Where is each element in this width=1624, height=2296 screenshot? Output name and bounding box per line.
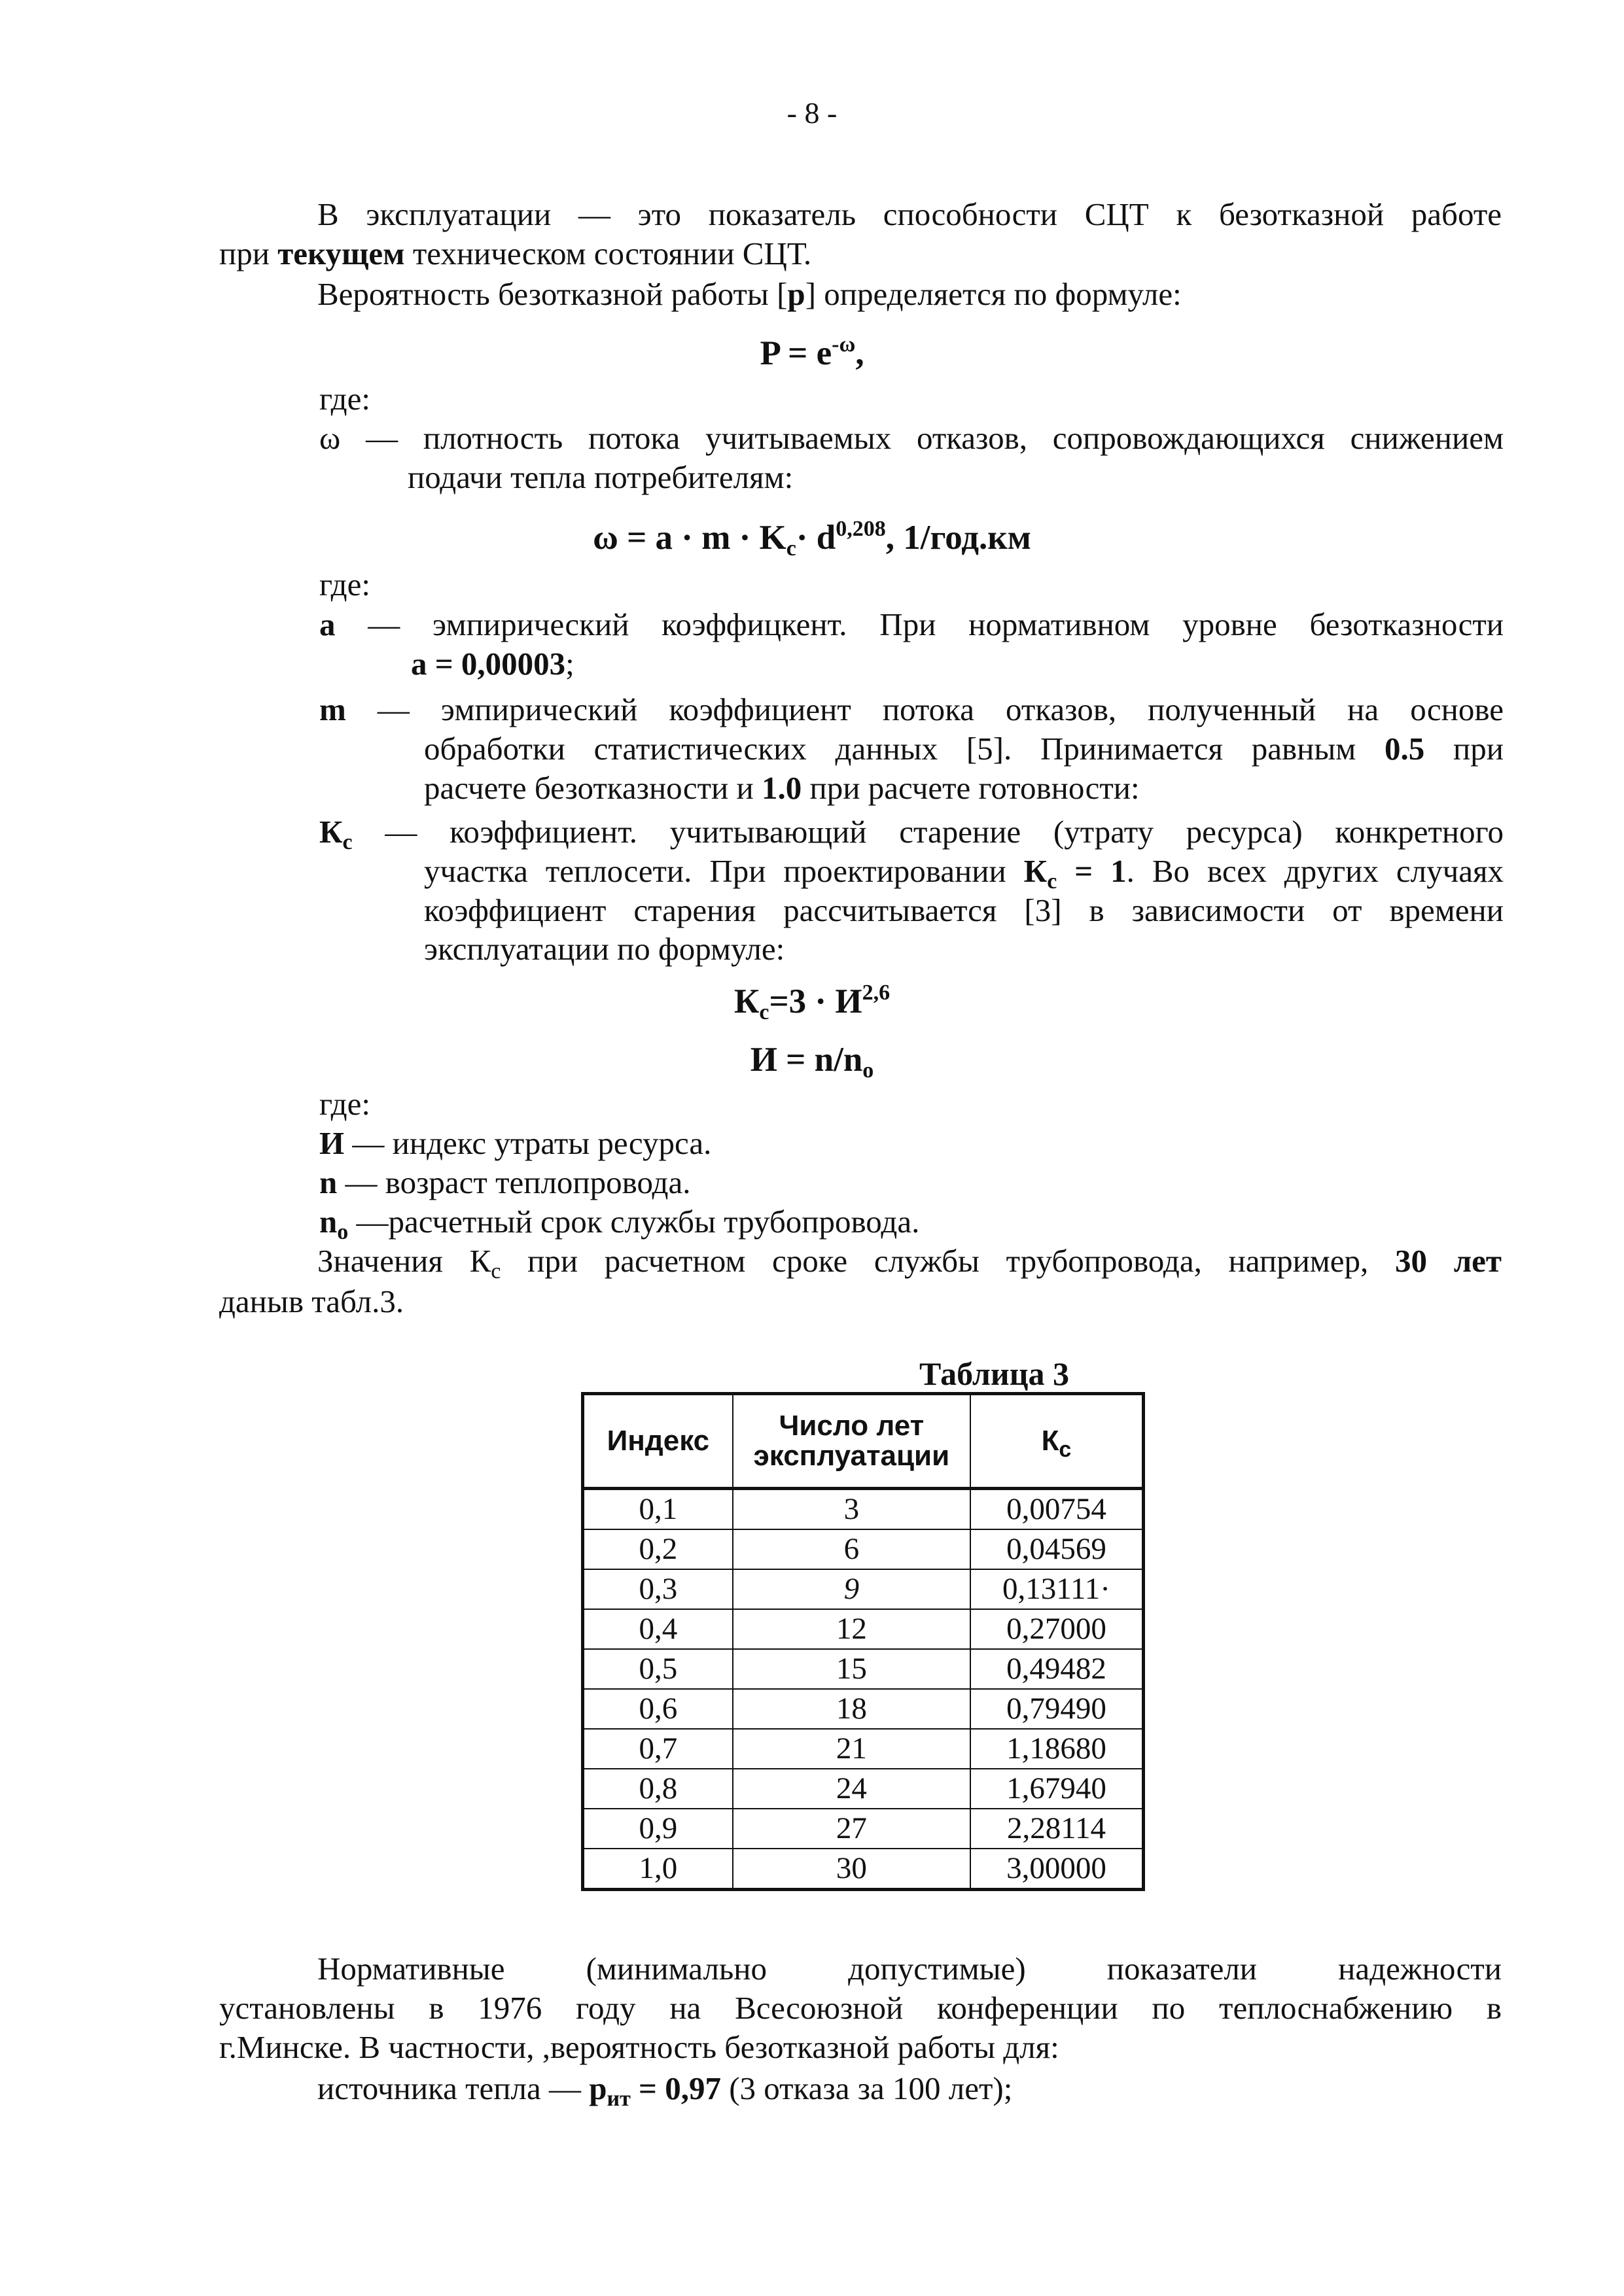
term-subscript: o bbox=[337, 1220, 349, 1244]
table-cell: 2,28114 bbox=[970, 1809, 1144, 1849]
formula-subscript: o bbox=[862, 1058, 874, 1083]
definition-continuation bbox=[319, 644, 1504, 684]
table-cell: 1,18680 bbox=[970, 1729, 1144, 1769]
paragraph-text: (3 отказа за 100 лет); bbox=[720, 2070, 1013, 2106]
term-subscript: с bbox=[1047, 869, 1057, 894]
table-cell: 1,67940 bbox=[970, 1769, 1144, 1809]
paragraph-4-line-1: Нормативные (минимально допустимые) показатели надежности bbox=[317, 1951, 1502, 1987]
definition-text: — эмпирический коэффицкент. При нормативном уровне безотказности bbox=[335, 606, 1504, 642]
bold-term: И bbox=[319, 1125, 345, 1161]
term-value: = 0,97 bbox=[630, 2070, 721, 2106]
table-row bbox=[583, 1529, 1144, 1569]
term-subscript: с bbox=[342, 830, 353, 854]
header-subscript: с bbox=[1059, 1436, 1072, 1462]
term-letter: n bbox=[319, 1204, 338, 1240]
definition-continuation bbox=[319, 729, 1504, 769]
paragraph-4-line-2: установлены в 1976 году на Всесоюзной конференции по теплоснабжению в bbox=[219, 1990, 1502, 2026]
list-item-index bbox=[319, 1124, 711, 1163]
bold-term: р bbox=[787, 276, 805, 312]
bold-value: 30 лет bbox=[1395, 1243, 1502, 1279]
paragraph-1-line-1 bbox=[219, 195, 1502, 234]
bold-term: текущем bbox=[277, 235, 405, 271]
definition-continuation bbox=[319, 852, 1504, 894]
paragraph-text: В эксплуатации — это показатель способности СЦТ к безотказной работе bbox=[317, 196, 1502, 232]
table-cell: 0,3 bbox=[583, 1569, 733, 1609]
bold-term: n bbox=[319, 1164, 338, 1200]
table-row bbox=[583, 1689, 1144, 1729]
column-header bbox=[970, 1394, 1144, 1489]
formula-subscript: c bbox=[786, 536, 796, 561]
list-text: —расчетный срок службы трубопровода. bbox=[348, 1204, 920, 1240]
where-label: где: bbox=[319, 1086, 370, 1122]
bold-value bbox=[1023, 852, 1127, 894]
paragraph-2 bbox=[219, 275, 1502, 314]
term-subscript: с bbox=[491, 1259, 501, 1283]
definition-line bbox=[319, 690, 1504, 729]
list-text: — индекс утраты ресурса. bbox=[344, 1125, 712, 1161]
table-cell: 0,79490 bbox=[970, 1689, 1144, 1729]
table-cell: 3 bbox=[733, 1489, 970, 1530]
definition-text: . Во всех других случаях bbox=[1126, 852, 1504, 889]
formula-text: , 1/год.км bbox=[885, 519, 1031, 557]
table-row bbox=[583, 1849, 1144, 1890]
table-cell: 21 bbox=[733, 1729, 970, 1769]
column-header: Число лет эксплуатации bbox=[733, 1394, 970, 1489]
paragraph-text: ] определяется по формуле: bbox=[805, 276, 1182, 312]
data-table bbox=[581, 1392, 1145, 1891]
paragraph-text: при расчетном сроке службы трубопровода, например, bbox=[501, 1243, 1395, 1279]
where-label: где: bbox=[319, 381, 370, 417]
formula-text: =3 · И bbox=[769, 983, 862, 1020]
formula-superscript: 0,208 bbox=[836, 517, 886, 541]
definition-text: обработки статистических данных [5]. Принимается равным bbox=[424, 730, 1385, 767]
paragraph-3-line-2: даныв табл.3. bbox=[219, 1283, 404, 1319]
term-letter: К bbox=[1023, 852, 1048, 889]
table-cell: 0,2 bbox=[583, 1529, 733, 1569]
header-letter: К bbox=[1041, 1424, 1059, 1457]
table-cell: 0,9 bbox=[583, 1809, 733, 1849]
definition-text: расчете безотказности и bbox=[424, 769, 762, 806]
table-cell: 0,13111· bbox=[970, 1569, 1144, 1609]
bold-value: 1.0 bbox=[762, 769, 802, 806]
definition-line bbox=[319, 812, 1504, 852]
table-cell: 9 bbox=[733, 1569, 970, 1609]
definition-text: участка теплосети. При проектировании bbox=[424, 852, 1024, 889]
table-cell: 0,49482 bbox=[970, 1649, 1144, 1689]
list-text: — возраст теплопровода. bbox=[337, 1164, 691, 1200]
definition-kc bbox=[319, 812, 1504, 969]
paragraph-text: Вероятность безотказной работы [ bbox=[317, 276, 788, 312]
definition-term: m bbox=[319, 691, 346, 727]
formula-kc bbox=[0, 979, 1624, 1026]
table-row bbox=[583, 1489, 1144, 1530]
table-cell: 3,00000 bbox=[970, 1849, 1144, 1890]
table-cell: 1,0 bbox=[583, 1849, 733, 1890]
table-cell: 0,5 bbox=[583, 1649, 733, 1689]
table-cell: 24 bbox=[733, 1769, 970, 1809]
table-cell: 0,6 bbox=[583, 1689, 733, 1729]
table-cell: 0,4 bbox=[583, 1609, 733, 1649]
definition-a bbox=[319, 605, 1504, 684]
paragraph-1-line-2 bbox=[219, 234, 1502, 273]
definition-text: — плотность потока учитываемых отказов, сопровождающихся снижением bbox=[340, 420, 1504, 456]
formula-omega bbox=[0, 515, 1624, 562]
bold-value bbox=[589, 2070, 721, 2111]
where-label: где: bbox=[319, 566, 370, 602]
table-caption: Таблица 3 bbox=[919, 1355, 1070, 1392]
definition-text: при расчете готовности: bbox=[802, 769, 1140, 806]
definition-continuation: коэффициент старения рассчитывается [3] в зависимости от времени bbox=[424, 892, 1504, 928]
table-cell: 15 bbox=[733, 1649, 970, 1689]
table-cell: 12 bbox=[733, 1609, 970, 1649]
list-item-age bbox=[319, 1163, 690, 1202]
formula-superscript: 2,6 bbox=[862, 981, 891, 1005]
formula-text: · d bbox=[796, 519, 836, 557]
table-cell: 0,7 bbox=[583, 1729, 733, 1769]
table-cell: 27 bbox=[733, 1809, 970, 1849]
formula-superscript: -ω bbox=[832, 332, 856, 357]
definition-text: — коэффициент. учитывающий старение (утрату ресурса) конкретного bbox=[352, 814, 1504, 850]
table-row bbox=[583, 1729, 1144, 1769]
column-header: Индекс bbox=[583, 1394, 733, 1489]
page-number: - 8 - bbox=[786, 96, 838, 130]
definition-line bbox=[319, 605, 1504, 644]
definition-text: при bbox=[1424, 730, 1504, 767]
paragraph-text: источника тепла — bbox=[317, 2070, 590, 2106]
paragraph-3-line-1 bbox=[219, 1242, 1502, 1281]
table-header-row bbox=[583, 1394, 1144, 1489]
paragraph-text: Значения К bbox=[317, 1243, 491, 1279]
table-cell: 0,27000 bbox=[970, 1609, 1144, 1649]
table-cell: 0,8 bbox=[583, 1769, 733, 1809]
formula-text: ω = a · m · K bbox=[593, 519, 786, 557]
definition-term bbox=[319, 814, 353, 854]
formula-text: К bbox=[733, 983, 760, 1020]
table-cell: 18 bbox=[733, 1689, 970, 1729]
table-cell: 0,04569 bbox=[970, 1529, 1144, 1569]
definition-term: а bbox=[319, 606, 336, 642]
definition-continuation bbox=[319, 769, 1504, 808]
table-cell: 0,1 bbox=[583, 1489, 733, 1530]
list-item-service-life bbox=[319, 1202, 919, 1242]
table-row bbox=[583, 1649, 1144, 1689]
formula-probability bbox=[0, 331, 1624, 375]
table-row bbox=[583, 1809, 1144, 1849]
paragraph-4-line-3: г.Минске. В частности, ,вероятность безотказной работы для: bbox=[219, 2029, 1059, 2065]
definition-continuation: подачи тепла потребителям: bbox=[408, 459, 794, 495]
definition-omega bbox=[319, 419, 1504, 497]
term-subscript: ит bbox=[607, 2087, 631, 2111]
definition-text: — эмпирический коэффициент потока отказов, полученный на основе bbox=[345, 691, 1504, 727]
table-cell: 6 bbox=[733, 1529, 970, 1569]
formula-text: P = e bbox=[760, 334, 832, 372]
table-cell: 0,00754 bbox=[970, 1489, 1144, 1530]
formula-text: , bbox=[855, 334, 864, 372]
formula-subscript: с bbox=[759, 1000, 769, 1024]
table-cell: 30 bbox=[733, 1849, 970, 1890]
bold-value: а = 0,00003 bbox=[411, 645, 566, 682]
formula-index bbox=[0, 1039, 1624, 1084]
formula-text: И = n/n bbox=[750, 1041, 863, 1079]
table-row bbox=[583, 1769, 1144, 1809]
paragraph-text: техническом состоянии СЦТ. bbox=[404, 235, 812, 271]
term-letter: р bbox=[589, 2070, 607, 2106]
term-value: = 1 bbox=[1057, 852, 1127, 889]
definition-line bbox=[319, 419, 1504, 458]
definition-term: ω bbox=[319, 420, 341, 456]
definition-continuation: эксплуатации по формуле: bbox=[424, 931, 785, 967]
paragraph-5 bbox=[219, 2069, 1502, 2111]
table-row bbox=[583, 1569, 1144, 1609]
term-letter: К bbox=[319, 814, 343, 850]
bold-term bbox=[319, 1204, 349, 1244]
definition-text: ; bbox=[565, 645, 574, 682]
paragraph-text: при bbox=[219, 235, 278, 271]
bold-value: 0.5 bbox=[1385, 730, 1425, 767]
table-row bbox=[583, 1609, 1144, 1649]
definition-m bbox=[319, 690, 1504, 807]
